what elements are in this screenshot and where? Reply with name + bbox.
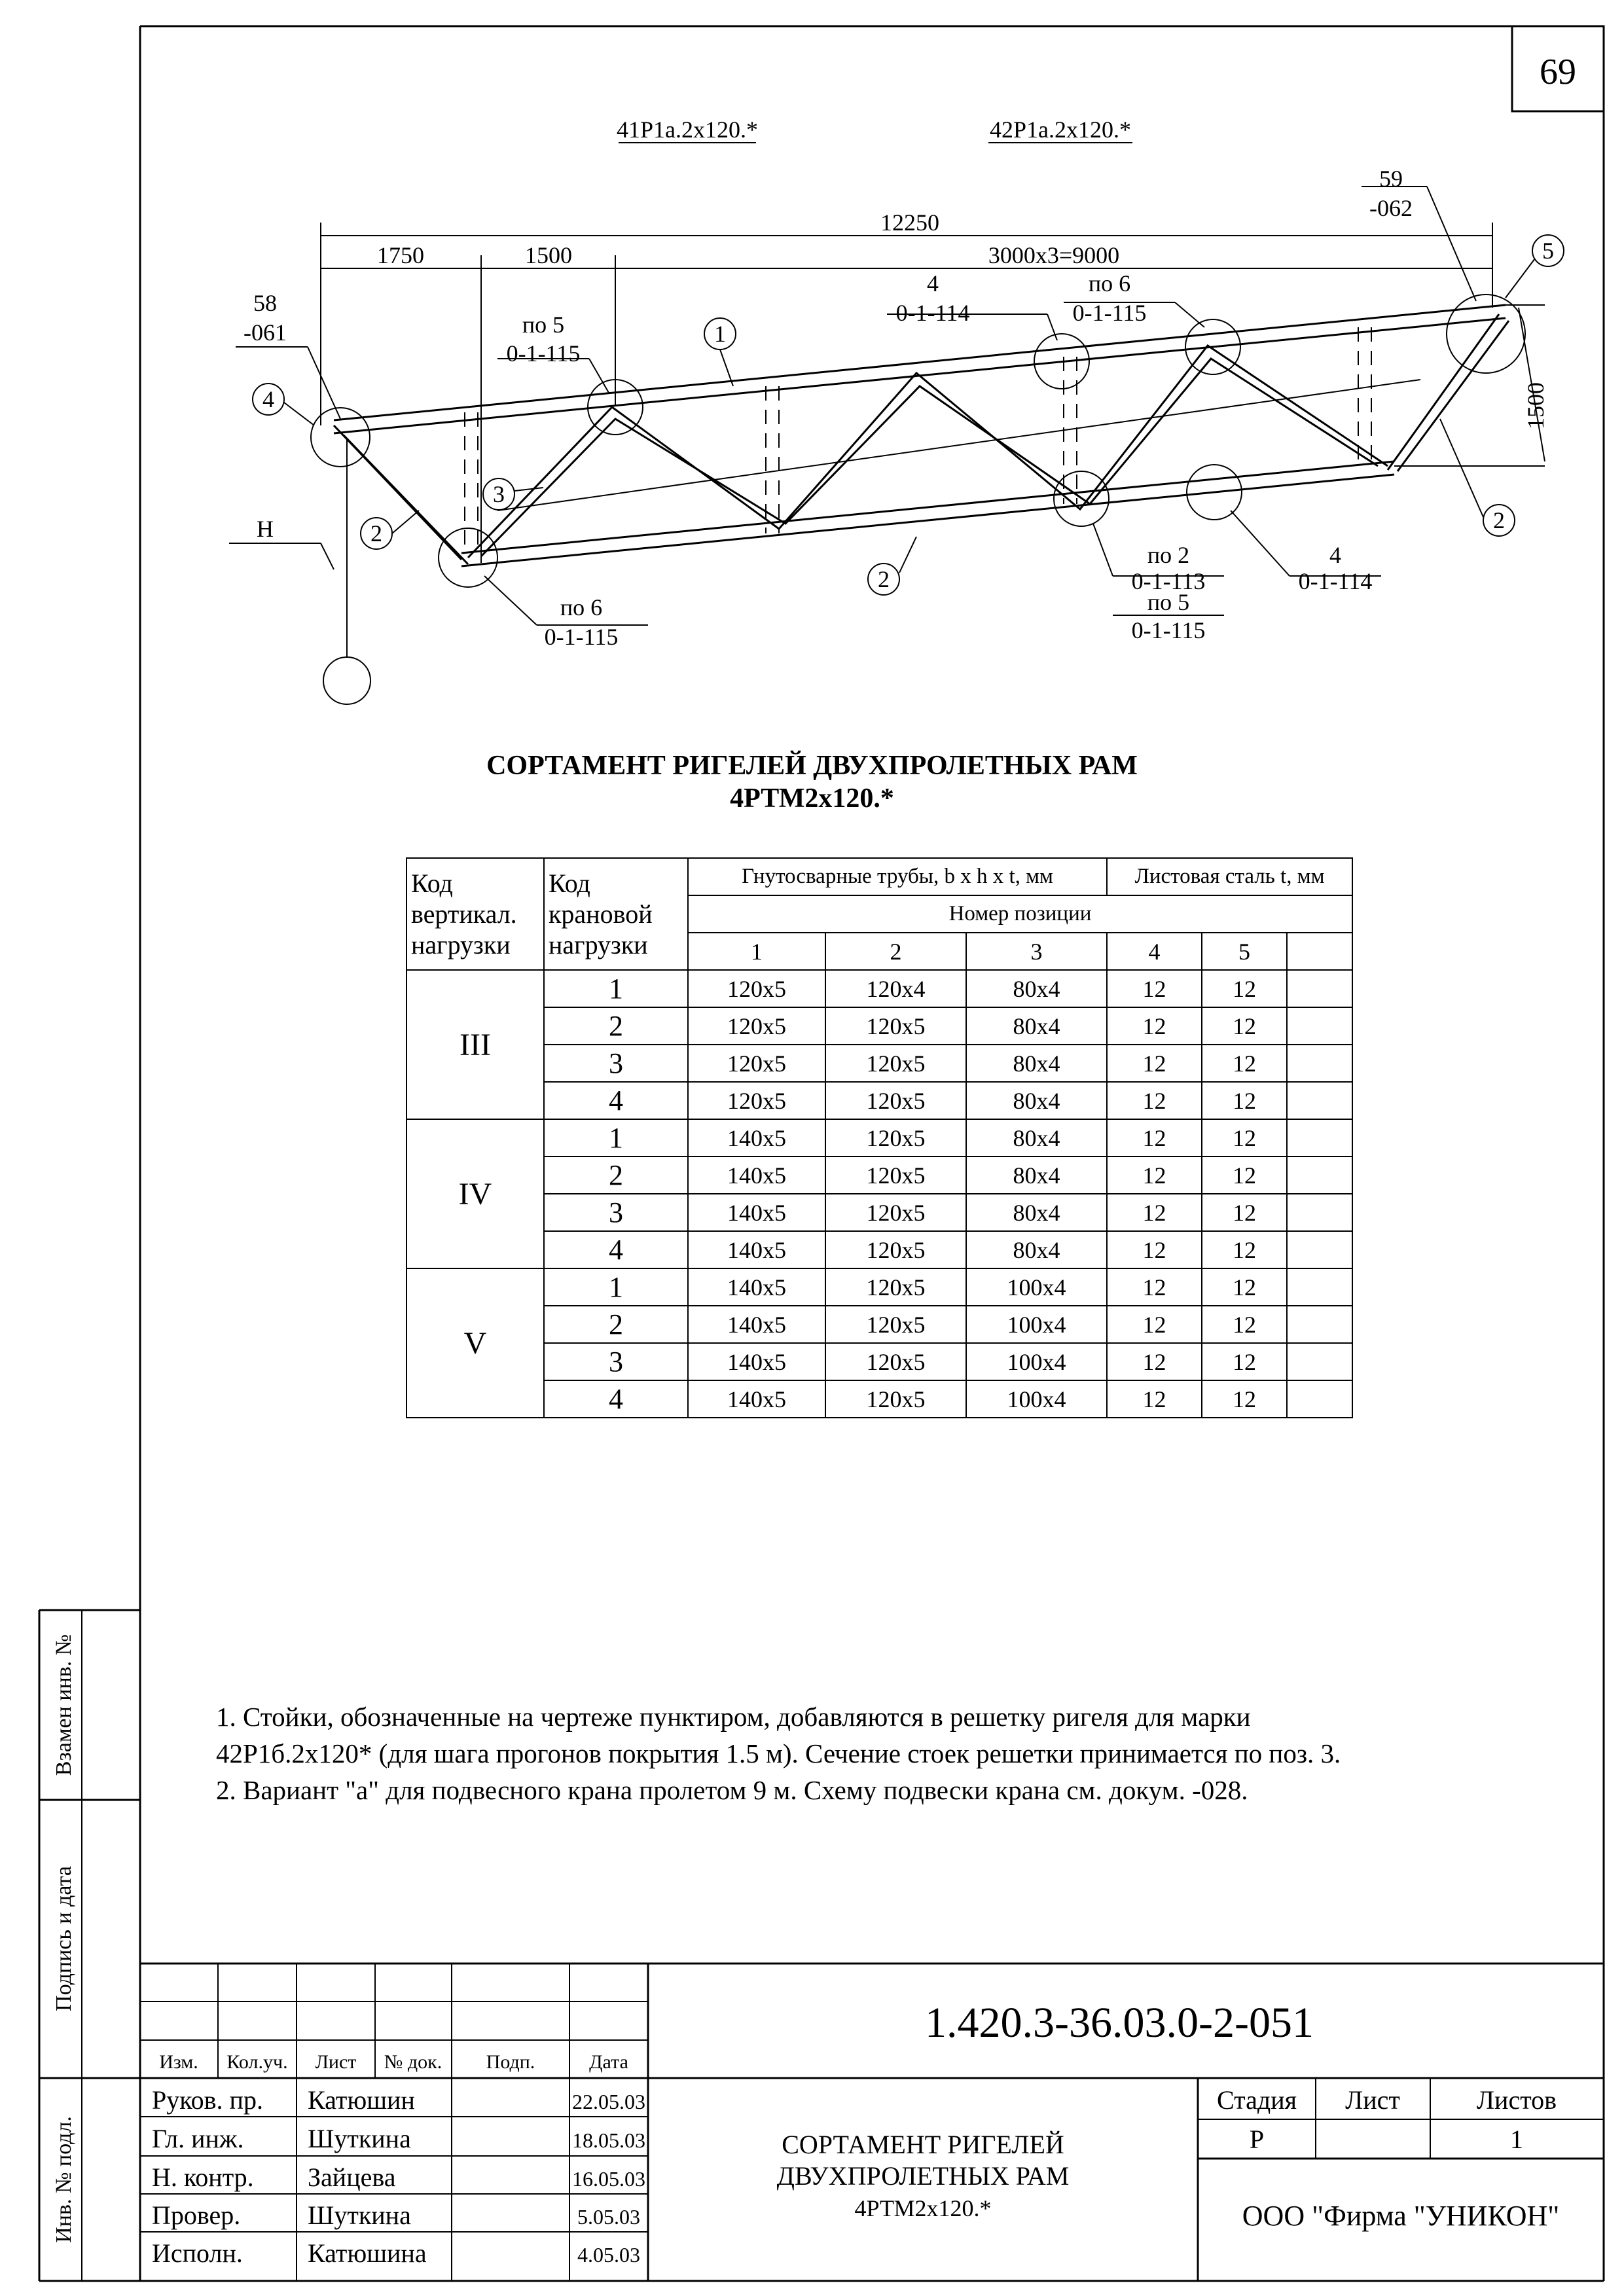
stamp-role: Исполн. (152, 2238, 243, 2268)
table-cell: 12 (1107, 1082, 1202, 1119)
stamp-header: Кол.уч. (226, 2051, 288, 2073)
stamp-name: Шуткина (308, 2124, 411, 2153)
empty-cell (1287, 1045, 1352, 1082)
crane-load-code: 4 (544, 1082, 688, 1119)
notes (216, 1698, 1341, 1808)
stamp-date: 22.05.03 (572, 2090, 645, 2113)
callout-num: по 2 (1147, 542, 1190, 568)
table-cell: 12 (1107, 1007, 1202, 1045)
table-cell: 140х5 (688, 1231, 825, 1268)
table-cell: 12 (1202, 1045, 1287, 1082)
table-cell: 100х4 (966, 1343, 1107, 1380)
table-cell: 120х5 (688, 970, 825, 1007)
table-cell: 12 (1107, 970, 1202, 1007)
crane-load-code: 4 (544, 1380, 688, 1418)
vertical-load-header: Код вертикал. нагрузки (406, 858, 544, 970)
company-name: ООО "Фирма "УНИКОН" (1242, 2200, 1560, 2232)
table-cell: 120х5 (825, 1343, 966, 1380)
callout-num: по 6 (560, 594, 603, 620)
vertical-load-code: IV (406, 1119, 544, 1268)
table-cell: 12 (1202, 1157, 1287, 1194)
table-title: СОРТАМЕНТ РИГЕЛЕЙ ДВУХПРОЛЕТНЫХ РАМ (486, 751, 1138, 781)
position-bubble: 5 (1542, 238, 1554, 264)
empty-cell (1287, 1157, 1352, 1194)
table-row (406, 1268, 1352, 1306)
table-cell: 140х5 (688, 1268, 825, 1306)
plate-header: Листовая сталь t, мм (1107, 858, 1352, 895)
crane-load-code: 1 (544, 1268, 688, 1306)
crane-load-code: 2 (544, 1157, 688, 1194)
callout-num: 4 (927, 270, 939, 296)
note-line: 2. Вариант "а" для подвесного крана пролетом 9 м. Схему подвески крана см. докум. -028. (216, 1775, 1248, 1805)
callout-ref: -061 (244, 319, 287, 346)
empty-cell (1287, 970, 1352, 1007)
callout-ref: 0-1-115 (506, 340, 581, 367)
truss-diagram (229, 187, 1564, 704)
position-number: 1 (688, 933, 825, 970)
table-cell: 12 (1202, 1343, 1287, 1380)
callout-num: по 5 (1147, 589, 1190, 615)
dim-height: 1500 (1523, 382, 1549, 429)
table-cell: 120х4 (825, 970, 966, 1007)
table-cell: 120х5 (688, 1082, 825, 1119)
table-cell: 120х5 (688, 1045, 825, 1082)
crane-load-code: 3 (544, 1343, 688, 1380)
crane-load-code: 1 (544, 970, 688, 1007)
table-subtitle: 4РТМ2х120.* (730, 783, 894, 814)
doc-number: 1.420.3-36.03.0-2-051 (925, 1999, 1314, 2047)
table-row (406, 1231, 1352, 1268)
side-label: Подпись и дата (52, 1866, 76, 2011)
table-cell: 140х5 (688, 1343, 825, 1380)
position-bubble: 4 (262, 386, 274, 412)
position-bubble: 3 (493, 481, 505, 507)
table-row (406, 1119, 1352, 1157)
stamp-header: Дата (589, 2051, 628, 2073)
table-cell: 120х5 (825, 1007, 966, 1045)
table-cell: 100х4 (966, 1306, 1107, 1343)
tubes-header: Гнутосварные трубы, b x h x t, мм (688, 858, 1107, 895)
vertical-load-code: V (406, 1268, 544, 1418)
table-cell: 12 (1107, 1306, 1202, 1343)
table-cell: 12 (1107, 1045, 1202, 1082)
stamp-name: Шуткина (308, 2200, 411, 2230)
table-row (406, 1380, 1352, 1418)
table-cell: 80х4 (966, 1231, 1107, 1268)
table-cell: 12 (1107, 1343, 1202, 1380)
table-row (406, 1157, 1352, 1194)
stage-label: Стадия (1216, 2085, 1297, 2115)
table-cell: 80х4 (966, 1045, 1107, 1082)
table-cell: 80х4 (966, 1119, 1107, 1157)
table-cell: 140х5 (688, 1157, 825, 1194)
table-cell: 80х4 (966, 1007, 1107, 1045)
stamp-header: Лист (315, 2051, 357, 2073)
sheet-number: 69 (1540, 52, 1576, 92)
position-bubble: 2 (878, 566, 890, 592)
table-cell: 80х4 (966, 1082, 1107, 1119)
empty-cell (1287, 933, 1352, 970)
crane-load-code: 1 (544, 1119, 688, 1157)
table-cell: 12 (1202, 1231, 1287, 1268)
side-label: Взамен инв. № (52, 1634, 76, 1776)
table-cell: 12 (1202, 1306, 1287, 1343)
sheets-value: 1 (1510, 2125, 1523, 2154)
table-cell: 120х5 (825, 1045, 966, 1082)
table-cell: 12 (1202, 1082, 1287, 1119)
table-row (406, 1343, 1352, 1380)
mark-label: 42Р1а.2х120.* (990, 117, 1131, 143)
callout-num: 58 (253, 290, 277, 316)
position-number: 4 (1107, 933, 1202, 970)
callout-ref: -062 (1369, 195, 1413, 221)
table-cell: 80х4 (966, 1194, 1107, 1231)
empty-cell (1287, 1343, 1352, 1380)
callout-ref: 0-1-115 (1072, 300, 1147, 326)
crane-load-code: 3 (544, 1194, 688, 1231)
crane-load-code: 2 (544, 1306, 688, 1343)
table-cell: 120х5 (825, 1157, 966, 1194)
empty-cell (1287, 1380, 1352, 1418)
table-cell: 12 (1202, 1194, 1287, 1231)
position-number: 5 (1202, 933, 1287, 970)
table-cell: 140х5 (688, 1380, 825, 1418)
stamp-role: Гл. инж. (152, 2124, 244, 2153)
empty-cell (1287, 1306, 1352, 1343)
table-row (406, 1194, 1352, 1231)
table-cell: 120х5 (825, 1194, 966, 1231)
note-line: 1. Стойки, обозначенные на чертеже пунктиром, добавляются в решетку ригеля для марки (216, 1702, 1251, 1732)
stage-value: Р (1249, 2125, 1265, 2154)
position-bubble: 2 (370, 520, 382, 547)
table-row (406, 1045, 1352, 1082)
callout-ref: 0-1-114 (895, 300, 970, 326)
table-cell: 120х5 (825, 1119, 966, 1157)
table-cell: 140х5 (688, 1194, 825, 1231)
table-cell: 12 (1202, 1119, 1287, 1157)
position-header: Номер позиции (688, 895, 1352, 933)
table-cell: 120х5 (825, 1268, 966, 1306)
dim-total: 12250 (880, 209, 939, 236)
table-row (406, 1306, 1352, 1343)
stamp-header: № док. (384, 2051, 442, 2073)
table-cell: 12 (1107, 1268, 1202, 1306)
sheet-label: Лист (1345, 2085, 1400, 2115)
stamp-date: 5.05.03 (577, 2205, 640, 2229)
table-cell: 12 (1107, 1157, 1202, 1194)
stamp-role: Н. контр. (152, 2162, 254, 2192)
empty-cell (1287, 1231, 1352, 1268)
empty-cell (1287, 1194, 1352, 1231)
stamp-role: Руков. пр. (152, 2085, 263, 2115)
table-cell: 12 (1107, 1231, 1202, 1268)
table-cell: 140х5 (688, 1306, 825, 1343)
callout-num: 4 (1329, 542, 1341, 568)
position-bubble: 2 (1493, 507, 1505, 533)
table-cell: 120х5 (825, 1306, 966, 1343)
crane-load-code: 3 (544, 1045, 688, 1082)
callout-num: 59 (1379, 166, 1403, 192)
position-number: 2 (825, 933, 966, 970)
table-cell: 12 (1202, 970, 1287, 1007)
callout-ref: 0-1-115 (544, 624, 619, 650)
h-label: Н (257, 516, 274, 542)
dim-panels: 3000х3=9000 (988, 242, 1120, 268)
table-cell: 12 (1202, 1007, 1287, 1045)
note-line: 42Р1б.2х120* (для шага прогонов покрытия 1.5 м). Сечение стоек решетки принимается по поз. 3. (216, 1738, 1341, 1768)
table-cell: 12 (1202, 1380, 1287, 1418)
stamp-name: Катюшина (308, 2238, 427, 2268)
stamp-header: Изм. (159, 2051, 198, 2073)
dim-second: 1500 (525, 242, 572, 268)
stamp-name: Катюшин (308, 2085, 415, 2115)
position-number: 3 (966, 933, 1107, 970)
stamp-date: 4.05.03 (577, 2243, 640, 2267)
mark-label: 41Р1а.2х120.* (617, 117, 758, 143)
callout-num: по 6 (1088, 270, 1131, 296)
title-block (140, 1964, 1604, 2281)
side-label: Инв. № подл. (52, 2116, 76, 2243)
table-cell: 12 (1107, 1194, 1202, 1231)
table-cell: 12 (1202, 1268, 1287, 1306)
stamp-title: 4РТМ2х120.* (854, 2195, 992, 2221)
table-cell: 80х4 (966, 1157, 1107, 1194)
dim-left: 1750 (377, 242, 424, 268)
empty-cell (1287, 1268, 1352, 1306)
crane-load-header: Код крановой нагрузки (544, 858, 688, 970)
table-cell: 12 (1107, 1119, 1202, 1157)
table-cell: 140х5 (688, 1119, 825, 1157)
sortament-table (406, 857, 1353, 1418)
table-row (406, 970, 1352, 1007)
table-row (406, 1007, 1352, 1045)
empty-cell (1287, 1007, 1352, 1045)
table-cell: 80х4 (966, 970, 1107, 1007)
sheets-label: Листов (1476, 2085, 1557, 2115)
stamp-name: Зайцева (308, 2162, 396, 2192)
crane-load-code: 2 (544, 1007, 688, 1045)
table-cell: 120х5 (825, 1380, 966, 1418)
table-cell: 120х5 (825, 1231, 966, 1268)
stamp-date: 16.05.03 (572, 2167, 645, 2191)
table-cell: 12 (1107, 1380, 1202, 1418)
callout-ref: 0-1-114 (1298, 568, 1373, 594)
stamp-header: Подп. (486, 2051, 535, 2073)
table-cell: 120х5 (825, 1082, 966, 1119)
position-bubble: 1 (714, 321, 726, 347)
table-cell: 120х5 (688, 1007, 825, 1045)
table-cell: 100х4 (966, 1380, 1107, 1418)
callout-num: по 5 (522, 312, 565, 338)
stamp-role: Провер. (152, 2200, 241, 2230)
empty-cell (1287, 1082, 1352, 1119)
stamp-title: ДВУХПРОЛЕТНЫХ РАМ (776, 2161, 1070, 2191)
table-cell: 100х4 (966, 1268, 1107, 1306)
callout-ref: 0-1-113 (1131, 568, 1206, 594)
stamp-date: 18.05.03 (572, 2128, 645, 2152)
table-row (406, 1082, 1352, 1119)
callout-ref: 0-1-115 (1131, 617, 1206, 643)
empty-cell (1287, 1119, 1352, 1157)
crane-load-code: 4 (544, 1231, 688, 1268)
vertical-load-code: III (406, 970, 544, 1119)
stamp-title: СОРТАМЕНТ РИГЕЛЕЙ (782, 2130, 1064, 2159)
